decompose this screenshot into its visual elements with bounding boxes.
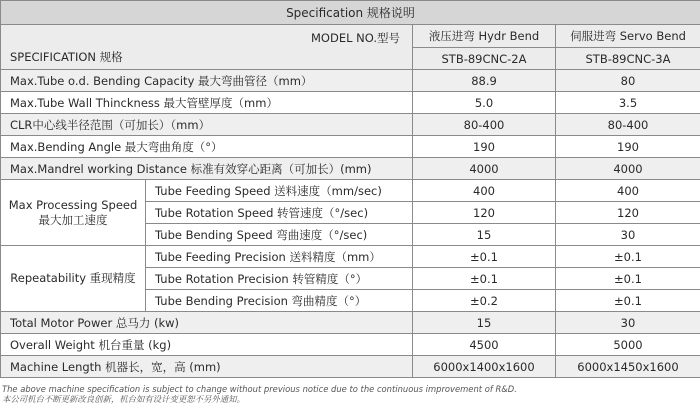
col1-type-header: 液压进弯 Hydr Bend	[413, 25, 556, 48]
table-title: Specification 规格说明	[1, 1, 700, 25]
row-value: 88.9	[413, 70, 556, 92]
row-value: 190	[556, 136, 700, 158]
row-value: 15	[413, 224, 556, 246]
row-value: ±0.1	[556, 246, 700, 268]
model-no-label: MODEL NO.型号	[310, 31, 400, 45]
row-label-bending-precision: Tube Bending Precision 弯曲精度（°）	[146, 290, 413, 312]
row-value: ±0.1	[556, 290, 700, 312]
row-value: 3.5	[556, 92, 700, 114]
row-value: ±0.1	[413, 246, 556, 268]
row-value: 120	[413, 202, 556, 224]
row-value: 4500	[413, 334, 556, 356]
col2-model-header: STB-89CNC-3A	[556, 48, 700, 70]
row-value: 30	[556, 312, 700, 334]
table-row	[1, 312, 700, 334]
row-value: ±0.1	[556, 268, 700, 290]
table-row	[1, 92, 700, 114]
group-label-repeatability: Repeatability 重现精度	[1, 246, 146, 312]
group-label-speed: Max Processing Speed 最大加工速度	[1, 180, 146, 246]
col1-model-header: STB-89CNC-2A	[413, 48, 556, 70]
row-label-mandrel: Max.Mandrel working Distance 标准有效穿心距离（可加长）(mm)	[1, 158, 413, 180]
row-label-angle: Max.Bending Angle 最大弯曲角度（°）	[1, 136, 413, 158]
row-value: 4000	[413, 158, 556, 180]
footnote	[2, 384, 517, 404]
title-row	[1, 1, 700, 25]
row-label-power: Total Motor Power 总马力 (kw)	[1, 312, 413, 334]
row-value: 30	[556, 224, 700, 246]
table-row	[1, 180, 700, 202]
row-label-rotation-speed: Tube Rotation Speed 转管速度（°/sec)	[146, 202, 413, 224]
row-value: 190	[413, 136, 556, 158]
specification-label: SPECIFICATION 规格	[10, 50, 123, 64]
row-label-clr: CLR中心线半径范围（可加长）（mm）	[1, 114, 413, 136]
row-label-feed-precision: Tube Feeding Precision 送料精度（mm）	[146, 246, 413, 268]
row-value: 80-400	[413, 114, 556, 136]
row-value: 120	[556, 202, 700, 224]
footnote-chinese: 本公司机台不断更新改良创新，机台如有设计变更恕不另外通知。	[2, 394, 245, 404]
row-value: 5.0	[413, 92, 556, 114]
row-value: 5000	[556, 334, 700, 356]
table-row	[1, 158, 700, 180]
header-row-1	[1, 25, 700, 48]
row-value: ±0.2	[413, 290, 556, 312]
row-value: ±0.1	[413, 268, 556, 290]
row-label-wall: Max.Tube Wall Thinckness 最大管壁厚度（mm）	[1, 92, 413, 114]
table-row	[1, 246, 700, 268]
row-value: 15	[413, 312, 556, 334]
row-label-feed-speed: Tube Feeding Speed 送料速度（mm/sec)	[146, 180, 413, 202]
table-row	[1, 70, 700, 92]
row-value: 400	[413, 180, 556, 202]
row-value: 400	[556, 180, 700, 202]
row-value: 6000x1450x1600	[556, 356, 700, 378]
row-label-capacity: Max.Tube o.d. Bending Capacity 最大弯曲管径（mm）	[1, 70, 413, 92]
row-value: 4000	[556, 158, 700, 180]
footnote-english: The above machine specification is subject to change without previous notice due to the continuous improvement of R&D.	[2, 384, 517, 394]
table-row	[1, 356, 700, 378]
row-label-weight: Overall Weight 机台重量 (kg)	[1, 334, 413, 356]
header-spec-cell	[1, 25, 413, 70]
row-value: 80	[556, 70, 700, 92]
table-row	[1, 136, 700, 158]
table-row	[1, 334, 700, 356]
row-value: 6000x1400x1600	[413, 356, 556, 378]
row-label-length: Machine Length 机器长，宽，高 (mm)	[1, 356, 413, 378]
col2-type-header: 伺服进弯 Servo Bend	[556, 25, 700, 48]
row-value: 80-400	[556, 114, 700, 136]
row-label-bending-speed: Tube Bending Speed 弯曲速度（°/sec)	[146, 224, 413, 246]
table-row	[1, 114, 700, 136]
row-label-rotation-precision: Tube Rotation Precision 转管精度（°）	[146, 268, 413, 290]
